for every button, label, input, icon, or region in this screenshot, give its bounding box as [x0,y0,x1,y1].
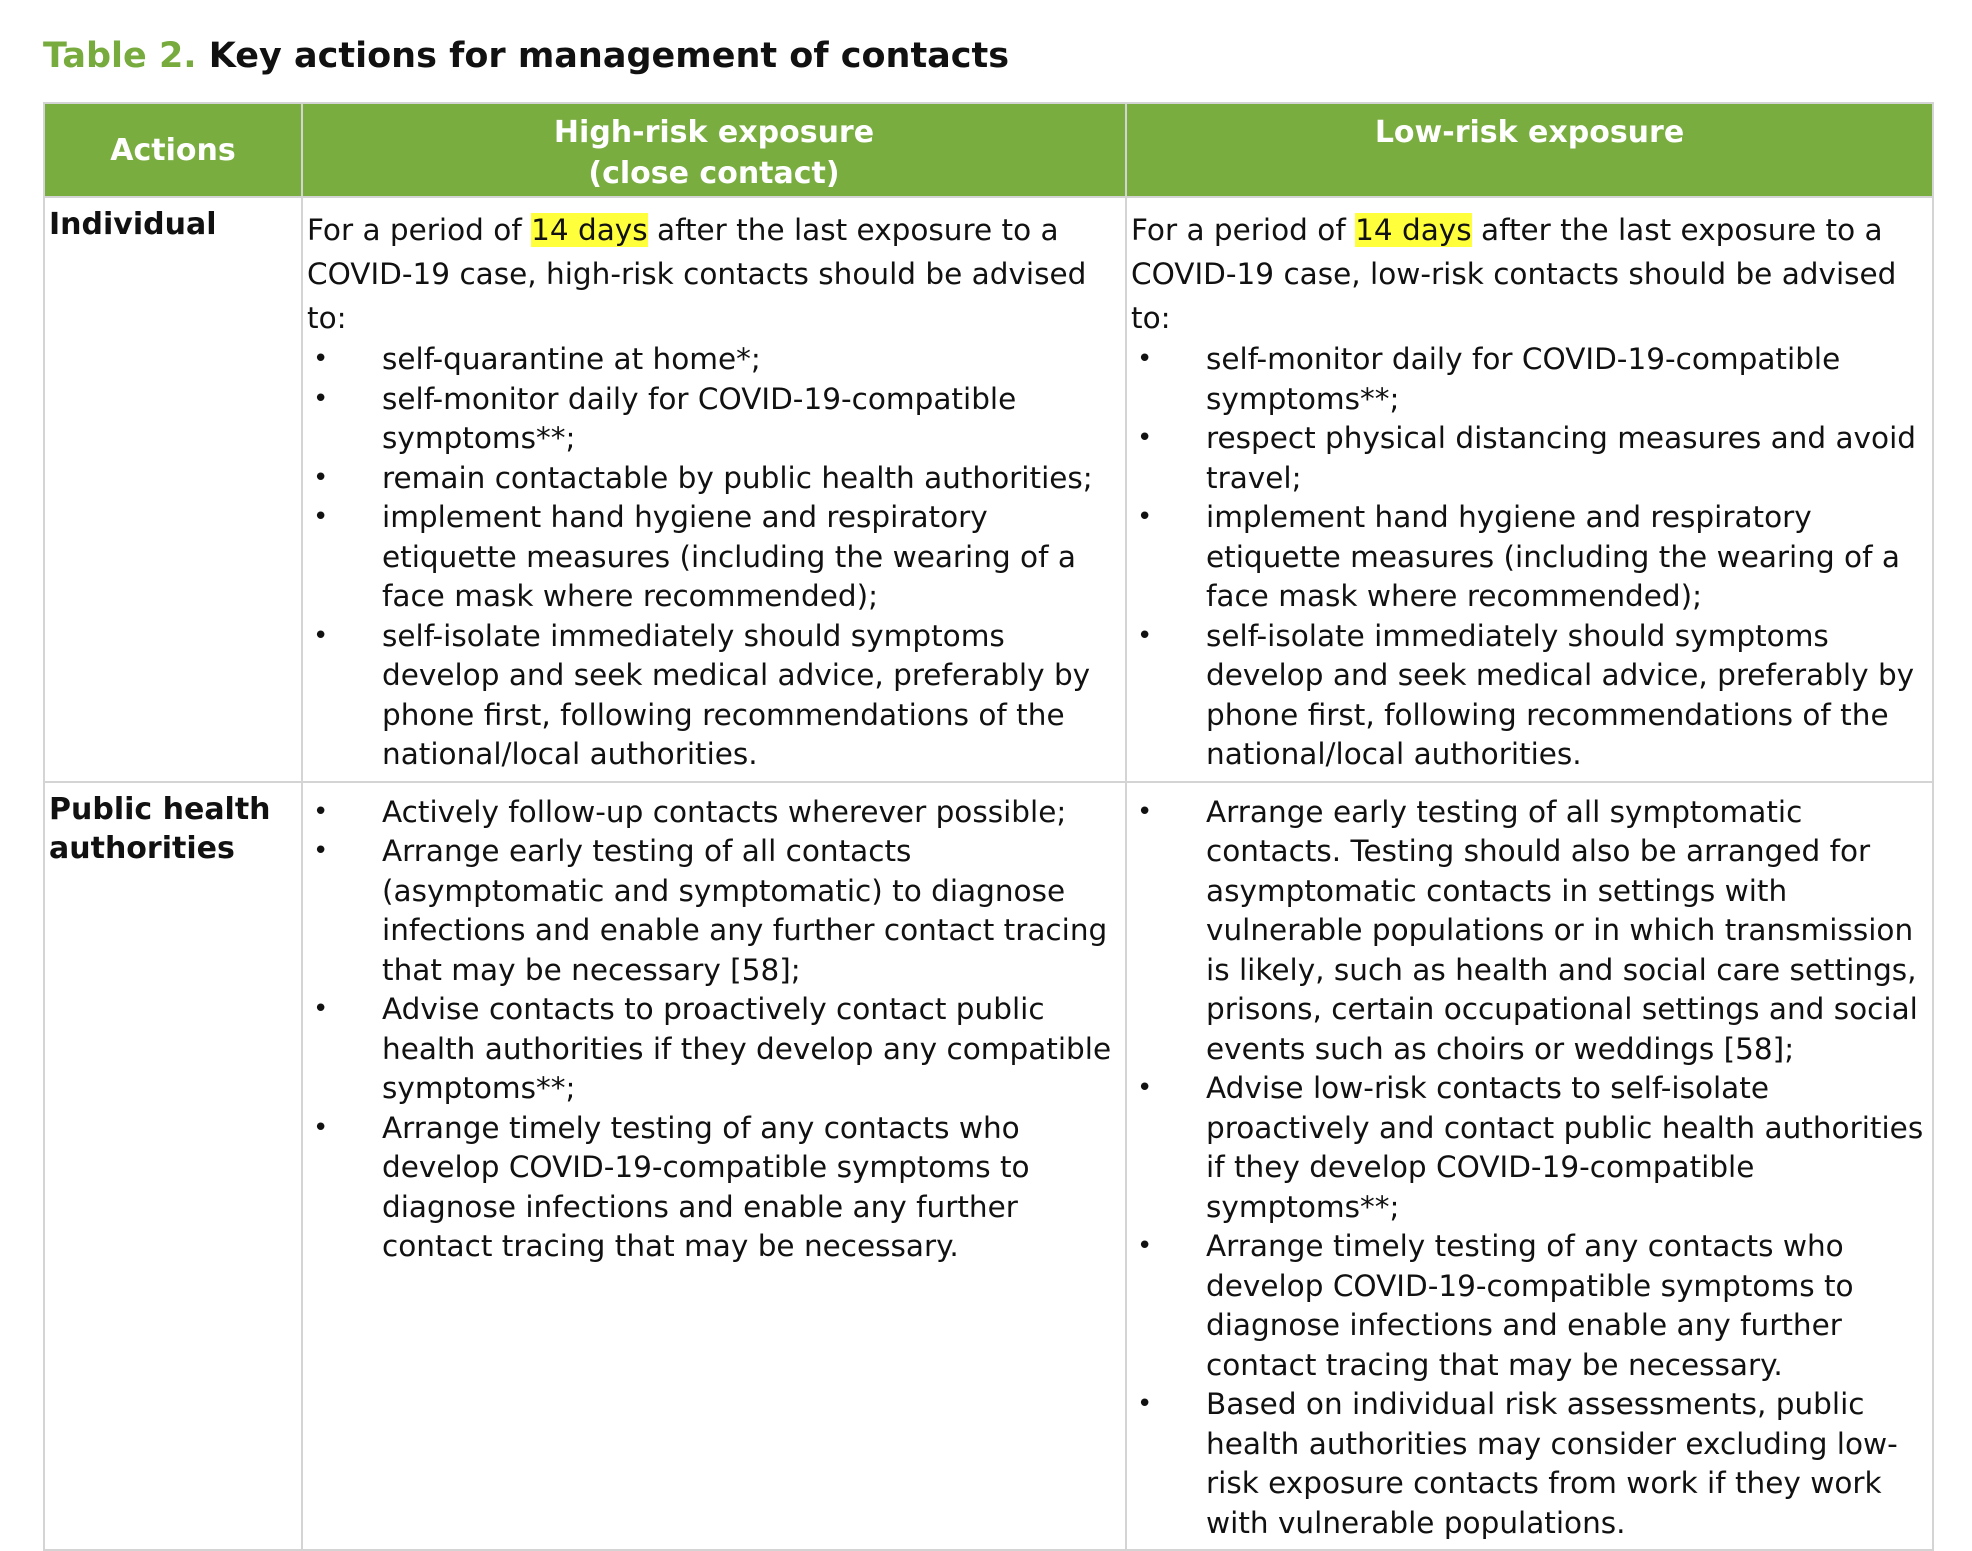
list-item-text: Advise low-risk contacts to self-isolate proactively and contact public health authorities if they develop COVID-19-compatible symptoms**; [1206,1071,1924,1224]
list-item-text: implement hand hygiene and respiratory etiquette measures (including the wearing of a face mask where recommended); [1206,500,1900,613]
list-item [307,459,1119,499]
list-item [307,793,1119,833]
bullet-icon: • [313,502,329,532]
bullet-icon: • [313,344,329,374]
list-item [1131,498,1926,617]
list-item-text: self-isolate immediately should symptoms develop and seek medical advice, preferably by phone first, following recommendations of the national/local authorities. [382,618,1091,771]
intro-paragraph [307,208,1119,340]
bullet-icon: • [313,462,329,493]
row-label-individual: Individual [44,197,302,782]
list-item [307,832,1119,990]
intro-text: For a period of [307,213,532,247]
list-item [307,1109,1119,1267]
bullet-icon: • [313,836,329,866]
list-item-text: self-isolate immediately should symptoms develop and seek medical advice, preferably by phone first, following recommendations of the national/local authorities. [1206,618,1915,771]
bullet-icon: • [313,383,329,414]
bullet-icon: • [313,1112,329,1143]
intro-text-rest: after the last exposure to a COVID-19 case, high-risk contacts should be advised to: [307,213,1087,335]
list-item [1131,419,1926,498]
header-high-risk [302,103,1126,197]
list-item-text: self-monitor daily for COVID-19-compatible symptoms**; [382,381,1017,455]
row-label-line2: authorities [49,830,235,866]
header-row [44,103,1933,197]
list-item-text: Arrange early testing of all symptomatic contacts. Testing should also be arranged for asymptomatic contacts in settings with vulnerable populations or in which transmission is likely, such as health and social care settings, prisons, certain occupational settings and social events such as choirs or weddings [58]; [1206,794,1918,1066]
list-item-text: self-monitor daily for COVID-19-compatible symptoms**; [1206,342,1841,416]
row-label-public-health [44,782,302,1551]
list-item [307,380,1119,459]
bullet-icon: • [313,994,329,1024]
table-number: Table 2. [43,36,197,76]
list-item [307,340,1119,380]
list-item [1131,793,1926,1070]
header-low-risk: Low-risk exposure [1126,103,1933,197]
contacts-management-table [43,102,1934,1551]
highlighted-duration: 14 days [1355,213,1472,247]
bullet-icon: • [1137,1389,1153,1419]
list-item-text: Advise contacts to proactively contact public health authorities if they develop any compatible symptoms**; [382,992,1112,1105]
header-high-risk-line1: High-risk exposure [553,115,875,150]
list-item [307,990,1119,1109]
list-item-text: self-quarantine at home*; [382,342,761,376]
list-item-text: Actively follow-up contacts wherever possible; [382,794,1067,829]
bullet-icon: • [313,796,329,827]
cell-public-health-high [302,782,1126,1551]
highlighted-duration: 14 days [531,213,648,247]
cell-individual-low [1126,197,1933,782]
bullet-icon: • [1137,620,1153,651]
bullet-list [1131,793,1926,1544]
list-item-text: respect physical distancing measures and avoid travel; [1206,421,1916,495]
list-item [1131,617,1926,775]
header-actions: Actions [44,103,302,197]
list-item [1131,1227,1926,1385]
table-title [43,32,1009,80]
table-row-public-health [44,782,1933,1551]
bullet-icon: • [1137,796,1153,827]
list-item-text: Arrange early testing of all contacts (asymptomatic and symptomatic) to diagnose infections and enable any further contact tracing that may be necessary [58]; [382,834,1108,987]
intro-paragraph [1131,208,1926,340]
list-item-text: Arrange timely testing of any contacts who develop COVID-19-compatible symptoms to diagnose infections and enable any further contact tracing that may be necessary. [1206,1229,1854,1382]
list-item [1131,1069,1926,1227]
bullet-list [1131,340,1926,775]
list-item [307,617,1119,775]
list-item-text: Arrange timely testing of any contacts who develop COVID-19-compatible symptoms to diagnose infections and enable any further contact tracing that may be necessary. [382,1110,1030,1263]
row-label-line1: Public health [49,791,271,827]
bullet-icon: • [1137,344,1153,374]
bullet-icon: • [1137,1231,1153,1261]
list-item-text: implement hand hygiene and respiratory etiquette measures (including the wearing of a face mask where recommended); [382,500,1076,613]
bullet-icon: • [1137,423,1153,453]
cell-public-health-low [1126,782,1933,1551]
intro-text: For a period of [1131,213,1356,247]
bullet-icon: • [313,620,329,651]
bullet-icon: • [1137,502,1153,532]
cell-individual-high [302,197,1126,782]
list-item [307,498,1119,617]
bullet-list [307,793,1119,1267]
list-item-text: Based on individual risk assessments, public health authorities may consider excluding low-risk exposure contacts from work if they work with vulnerable populations. [1206,1387,1898,1540]
list-item-text: remain contactable by public health authorities; [382,460,1093,495]
list-item [1131,340,1926,419]
intro-text-rest: after the last exposure to a COVID-19 case, low-risk contacts should be advised to: [1131,213,1897,335]
list-item [1131,1385,1926,1543]
table-row-individual [44,197,1933,782]
header-high-risk-line2: (close contact) [588,156,840,191]
table-caption: Key actions for management of contacts [208,36,1010,76]
bullet-list [307,340,1119,775]
bullet-icon: • [1137,1073,1153,1103]
